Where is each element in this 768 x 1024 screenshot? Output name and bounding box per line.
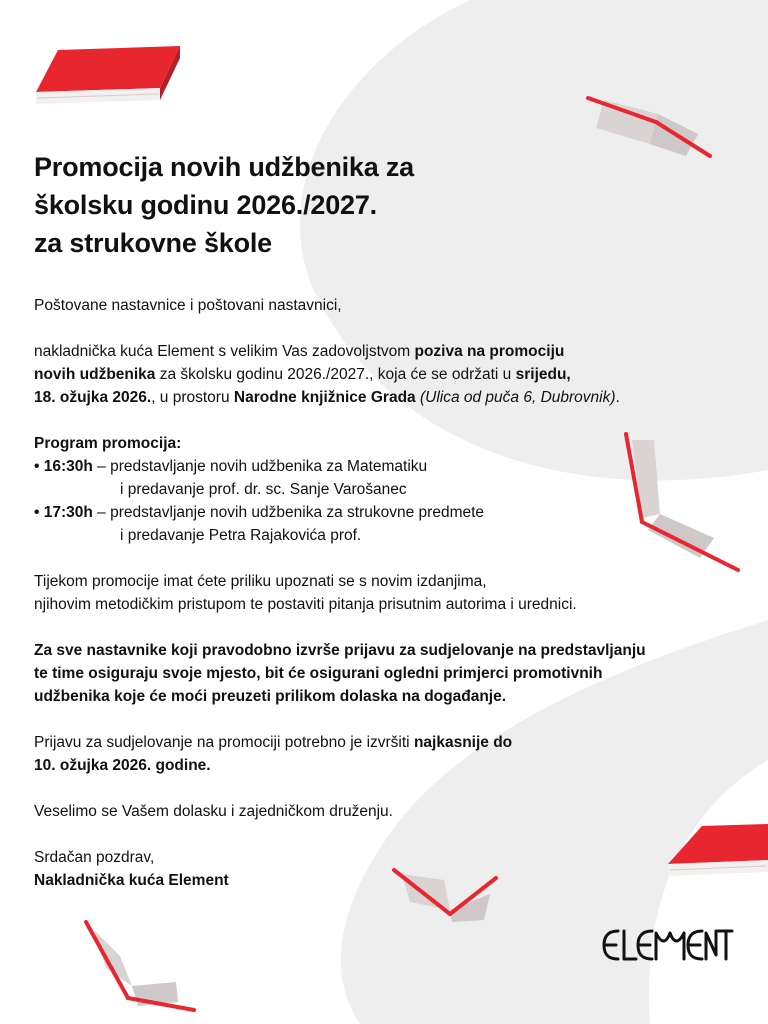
paragraph-line: njihovim metodičkim pristupom te postaviti pitanja prisutnim autorima i urednici. <box>34 596 577 613</box>
signature-block <box>34 846 739 892</box>
program-heading: Program promocija: <box>34 435 182 452</box>
program-description: – predstavljanje novih udžbenika za strukovne predmete <box>92 504 485 521</box>
notice-paragraph <box>34 639 739 708</box>
program-list <box>34 432 739 547</box>
intro-bold: poziva na promociju <box>414 343 565 360</box>
event-venue: Narodne knjižnice Grada <box>233 389 416 406</box>
title-line: za strukovne škole <box>34 228 273 258</box>
intro-text: . <box>615 389 620 406</box>
list-item <box>34 455 739 501</box>
event-day: srijedu, <box>515 366 571 383</box>
program-lecturer: i predavanje Petra Rajakovića prof. <box>120 527 362 544</box>
bullet: • <box>34 504 44 521</box>
paragraph-line: Za sve nastavnike koji pravodobno izvrše prijavu za sudjelovanje na predstavljanju <box>34 642 646 659</box>
intro-bold: novih udžbenika <box>34 366 156 383</box>
page-title <box>34 148 739 262</box>
intro-text: za školsku godinu 2026./2027., koja će se održati u <box>155 366 516 383</box>
registration-deadline: 10. ožujka 2026. godine. <box>34 757 211 774</box>
registration-text: Prijavu za sudjelovanje na promociji potrebno je izvršiti <box>34 734 414 751</box>
letter-body <box>34 294 739 892</box>
event-address: (Ulica od puča 6, Dubrovnik) <box>419 389 616 406</box>
open-book-icon <box>80 916 200 1016</box>
registration-deadline: najkasnije do <box>413 734 513 751</box>
regards: Srdačan pozdrav, <box>34 849 155 866</box>
paragraph-line: te time osiguraju svoje mjesto, bit će osigurani ogledni primjerci promotivnih <box>34 665 603 682</box>
program-time: 17:30h <box>43 504 93 521</box>
program-time: 16:30h <box>43 458 93 475</box>
list-item <box>34 501 739 547</box>
registration-paragraph <box>34 731 739 777</box>
title-line: Promocija novih udžbenika za <box>34 152 414 182</box>
intro-paragraph <box>34 340 739 409</box>
bullet: • <box>34 458 44 475</box>
greeting: Poštovane nastavnice i poštovani nastavnici, <box>34 297 342 314</box>
paragraph-line: Tijekom promocije imat ćete priliku upoznati se s novim izdanjima, <box>34 573 487 590</box>
closing-line: Veselimo se Vašem dolasku i zajedničkom druženju. <box>34 803 393 820</box>
intro-text: nakladnička kuća Element s velikim Vas zadovoljstvom <box>34 343 415 360</box>
closed-book-icon <box>30 42 185 114</box>
during-paragraph <box>34 570 739 616</box>
event-date: 18. ožujka 2026. <box>34 389 152 406</box>
intro-text: , u prostoru <box>151 389 234 406</box>
title-line: školsku godinu 2026./2027. <box>34 190 377 220</box>
program-lecturer: i predavanje prof. dr. sc. Sanje Varošanec <box>120 481 407 498</box>
element-logo <box>602 925 734 965</box>
signature: Nakladnička kuća Element <box>34 872 229 889</box>
paragraph-line: udžbenika koje će moći preuzeti prilikom dolaska na događanje. <box>34 688 507 705</box>
program-description: – predstavljanje novih udžbenika za Matematiku <box>92 458 428 475</box>
invitation-letter <box>34 148 739 915</box>
